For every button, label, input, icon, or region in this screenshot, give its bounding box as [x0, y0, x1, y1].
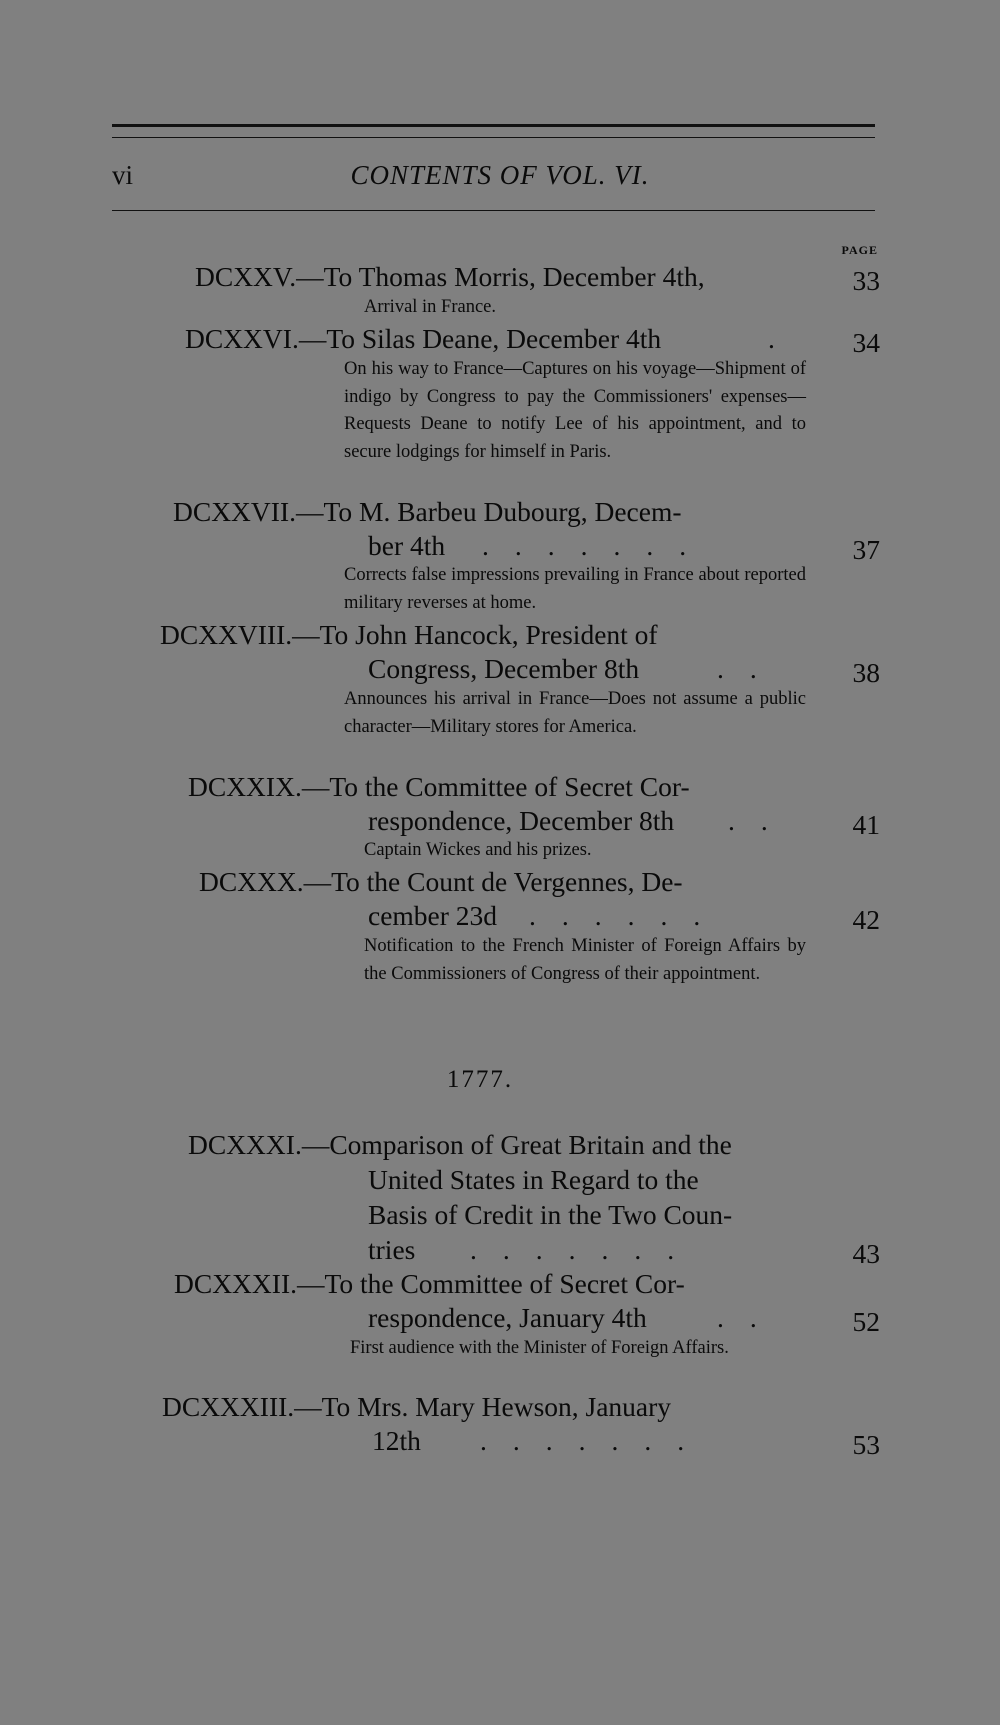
folio-number: vi — [112, 160, 134, 190]
entry-number: DCXXV. — [195, 261, 297, 292]
header-rule — [112, 210, 875, 211]
entry-title-continued: cember 23d — [368, 900, 498, 931]
entry-title: —To Mrs. Mary Hewson, January — [294, 1391, 672, 1422]
running-head: CONTENTS OF VOL. VI. — [350, 160, 650, 190]
toc-entry-heading — [199, 864, 683, 899]
entry-page-number: 52 — [852, 1306, 880, 1337]
leader-dots: .. — [728, 805, 794, 836]
entry-title-continued: United States in Regard to the — [368, 1164, 699, 1195]
entry-title-continued: respondence, December 8th — [368, 805, 675, 836]
entry-number: DCXXVI. — [185, 323, 299, 354]
entry-page-number: 38 — [852, 657, 880, 688]
toc-entry-heading — [174, 1266, 685, 1301]
entry-title: —To M. Barbeu Dubourg, Decem- — [295, 496, 682, 527]
leader-dots: ....... — [482, 530, 713, 561]
entry-summary: On his way to France—Captures on his voyage—Shipment of indigo by Congress to pay the Commissioners' expenses—Requests Deane to notify Lee of his appointment, and to secure lodgings for himself in Paris. — [344, 359, 806, 462]
entry-summary: Notification to the French Minister of Foreign Affairs by the Commissioners of Congress of their appointment. — [364, 936, 806, 984]
entry-title: —Comparison of Great Britain and the — [301, 1129, 732, 1160]
toc-entry-heading — [188, 769, 690, 804]
entry-page-number: 37 — [852, 534, 880, 565]
entry-page-number: 34 — [852, 327, 880, 358]
toc-entry-heading — [162, 1389, 671, 1424]
entry-title-continued: Basis of Credit in the Two Coun- — [368, 1199, 733, 1230]
entry-page-number: 33 — [852, 265, 880, 296]
toc-entry-heading — [185, 321, 661, 356]
entry-title-continued: 12th — [372, 1425, 421, 1456]
entry-page-number: 42 — [852, 904, 880, 935]
entry-title: —To Silas Deane, December 4th — [298, 323, 662, 354]
top-rule-thin — [112, 137, 875, 138]
leader-dots: ...... — [529, 900, 727, 931]
entry-title-continued: tries — [368, 1234, 416, 1265]
toc-entry-heading — [195, 259, 705, 294]
toc-entry-heading — [188, 1127, 732, 1162]
entry-number: DCXXXIII. — [162, 1391, 295, 1422]
entry-summary: Corrects false impressions prevailing in France about reported military reverses at home. — [344, 565, 806, 613]
toc-entry-heading — [160, 617, 658, 652]
entry-title: —To Thomas Morris, December 4th, — [296, 261, 705, 292]
entry-number: DCXXXII. — [174, 1268, 297, 1299]
entry-title: —To the Committee of Secret Cor- — [301, 771, 690, 802]
entry-page-number: 41 — [852, 809, 880, 840]
entry-summary: Arrival in France. — [364, 297, 497, 317]
entry-number: DCXXX. — [199, 866, 304, 897]
entry-number: DCXXIX. — [188, 771, 302, 802]
leader-dots: .. — [717, 653, 783, 684]
page-column-label: PAGE — [841, 243, 878, 257]
toc-entry-heading — [173, 494, 682, 529]
leader-dots: .. — [717, 1302, 783, 1333]
top-rule-thick — [112, 124, 875, 127]
entry-number: DCXXVII. — [173, 496, 296, 527]
entry-title: —To the Committee of Secret Cor- — [296, 1268, 685, 1299]
entry-title-continued: ber 4th — [368, 530, 446, 561]
entry-title-continued: respondence, January 4th — [368, 1302, 647, 1333]
entry-summary: Captain Wickes and his prizes. — [364, 840, 592, 860]
entry-number: DCXXVIII. — [160, 619, 293, 650]
leader-dots: ....... — [480, 1425, 711, 1456]
entry-page-number: 53 — [852, 1429, 880, 1460]
entry-summary: Announces his arrival in France—Does not assume a public character—Military stores for America. — [344, 689, 806, 737]
year-heading: 1777. — [446, 1066, 514, 1093]
entry-title: —To the Count de Vergennes, De- — [303, 866, 683, 897]
leader-dots: . — [768, 323, 801, 354]
entry-page-number: 43 — [852, 1238, 880, 1269]
entry-title-continued: Congress, December 8th — [368, 653, 640, 684]
entry-title: —To John Hancock, President of — [292, 619, 658, 650]
entry-summary: First audience with the Minister of Foreign Affairs. — [350, 1338, 729, 1358]
entry-number: DCXXXI. — [188, 1129, 302, 1160]
leader-dots: ....... — [470, 1234, 701, 1265]
